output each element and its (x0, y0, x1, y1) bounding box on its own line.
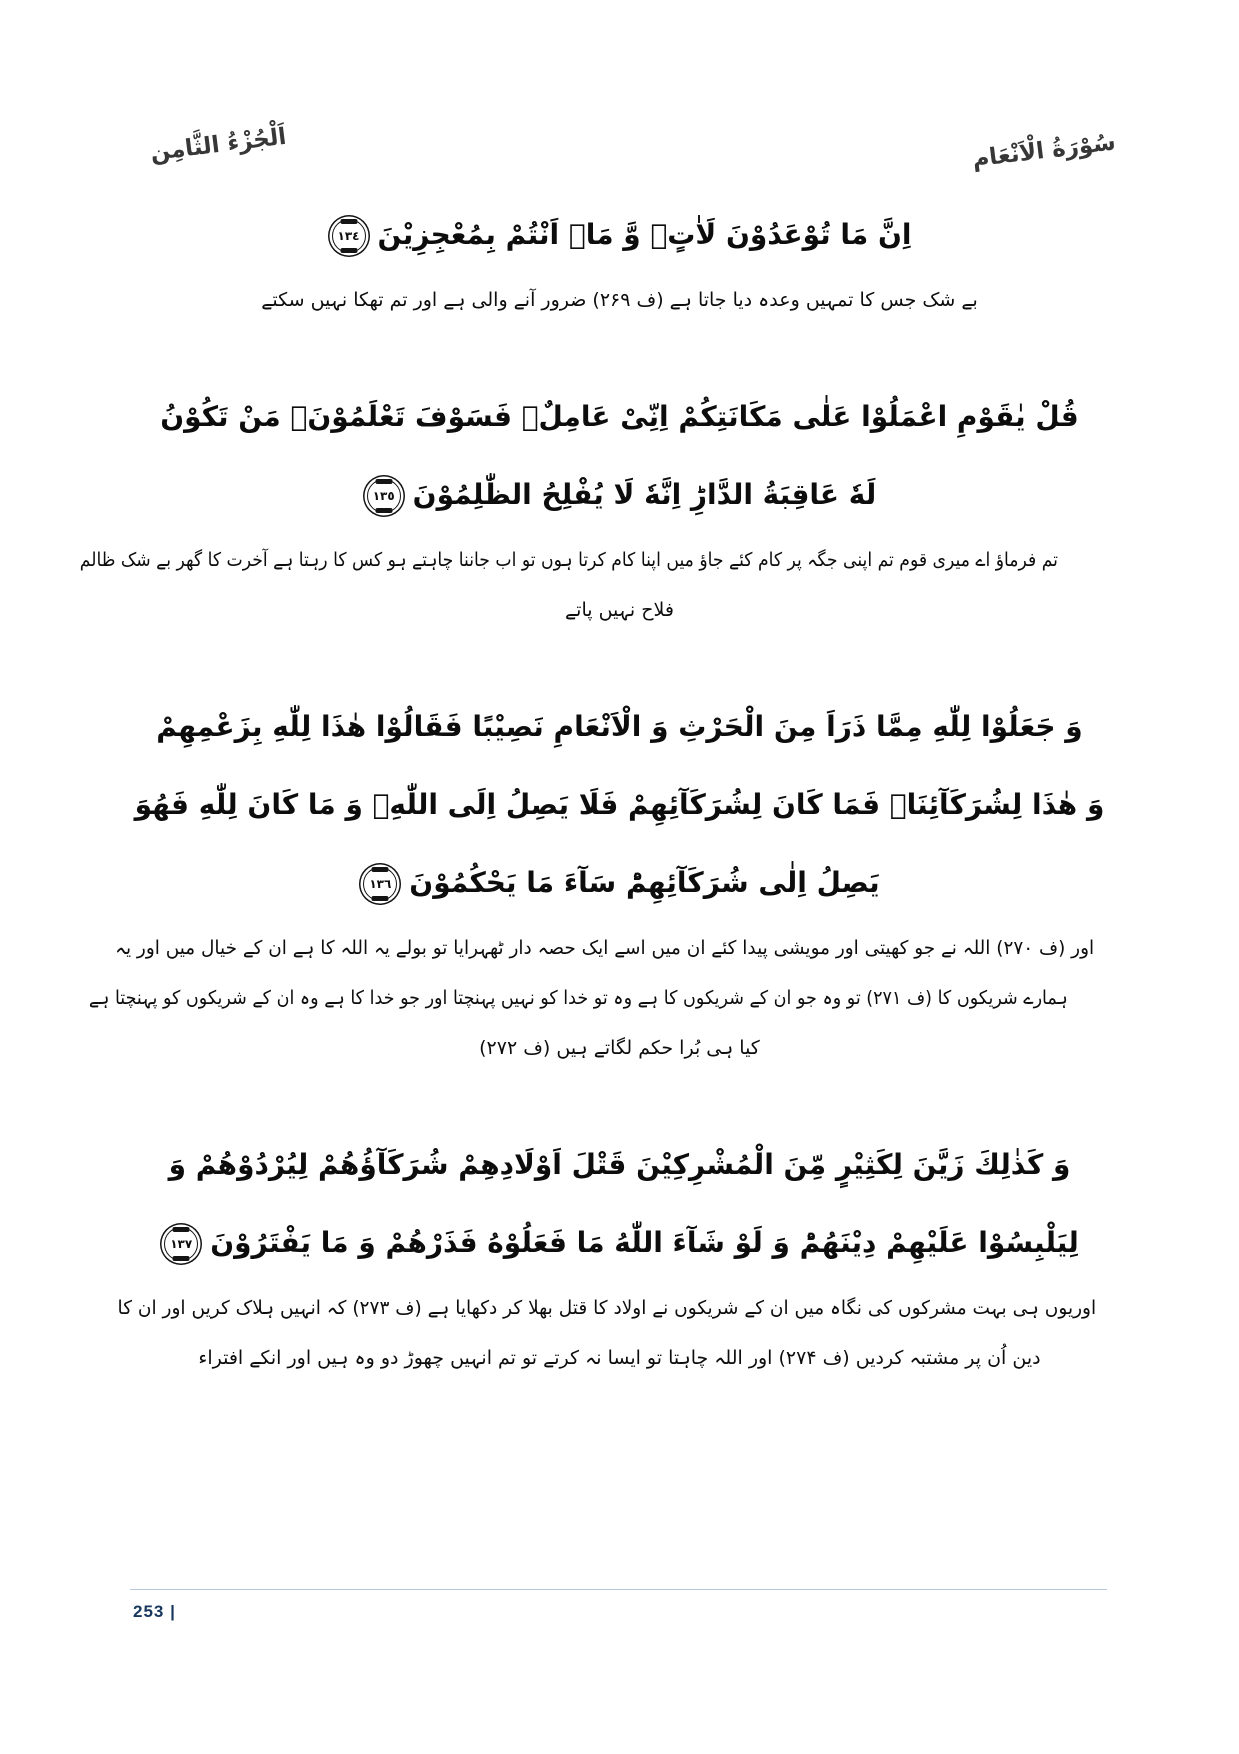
arabic-verse-text: وَ هٰذَا لِشُرَكَآئِنَاۚ فَمَا كَانَ لِشُرَكَآئِهِمْ فَلَا يَصِلُ اِلَى اللّٰهِۚ وَ مَا كَانَ لِلّٰهِ فَهُوَ (134, 788, 1105, 821)
arabic-verse-line (130, 456, 1109, 534)
urdu-translation-line (130, 1334, 1109, 1382)
ayah-number: ١٣٦ (369, 877, 392, 891)
urdu-translation-line (80, 536, 1109, 584)
arabic-verse-line (130, 844, 1109, 922)
arabic-verse-text: يَصِلُ اِلٰى شُرَكَآئِهِمْؕ سَآءَ مَا يَحْكُمُوْنَ ١٣٦ (359, 844, 879, 922)
arabic-verse-line (130, 1204, 1109, 1282)
verse-block (80, 378, 1109, 634)
verse-block (117, 1126, 1109, 1382)
verses-container (80, 196, 1109, 1436)
surah-title-calligraphy: سُوْرَةُ الْاَنْعَام (970, 129, 1118, 173)
page-number (133, 1602, 176, 1622)
juz-title-calligraphy: اَلْجُزْءُ الثَّامِن (148, 123, 288, 167)
arabic-verse-line (130, 1126, 1109, 1204)
urdu-translation-text: ہمارے شریکوں کا (ف ۲۷۱) تو وہ جو ان کے شریکوں کا ہے وہ تو خدا کو نہیں پہنچتا اور جو خدا کا ہے وہ ان کے شریکوں کو پہنچتا ہے (89, 987, 1069, 1009)
urdu-translation-line (117, 1284, 1109, 1332)
arabic-verse-text: لِيَلْبِسُوْا عَلَيْهِمْ دِيْنَهُمْؕ وَ لَوْ شَآءَ اللّٰهُ مَا فَعَلُوْهُ فَذَرْهُمْ وَ مَا يَفْتَرُوْنَ ١٣٧ (160, 1204, 1079, 1282)
arabic-verse-text: قُلْ يٰقَوْمِ اعْمَلُوْا عَلٰى مَكَانَتِكُمْ اِنِّیْ عَامِلٌۚ فَسَوْفَ تَعْلَمُوْنَۙ مَنْ تَكُوْنُ (160, 400, 1079, 433)
footer-divider (130, 1589, 1107, 1590)
arabic-verse-text: اِنَّ مَا تُوْعَدُوْنَ لَاٰتٍۙ وَّ مَاۤ اَنْتُمْ بِمُعْجِزِيْنَ ١٣٤ (328, 196, 912, 274)
urdu-translation-line (130, 586, 1109, 634)
urdu-translation-text: فلاح نہیں پاتے (565, 599, 674, 621)
ayah-number: ١٣٤ (337, 229, 360, 243)
arabic-verse-text: لَهٗ عَاقِبَةُ الدَّارِؕ اِنَّهٗ لَا يُفْلِحُ الظّٰلِمُوْنَ ١٣٥ (363, 456, 877, 534)
urdu-translation-text: بے شک جس کا تمہیں وعدہ دیا جاتا ہے (ف ۲۶۹) ضرور آنے والی ہے اور تم تھکا نہیں سکتے (261, 289, 978, 311)
urdu-translation-line (114, 924, 1109, 972)
arabic-verse-line (130, 196, 1109, 274)
urdu-translation-line (89, 974, 1109, 1022)
arabic-verse-text: وَ جَعَلُوْا لِلّٰهِ مِمَّا ذَرَاَ مِنَ الْحَرْثِ وَ الْاَنْعَامِ نَصِيْبًا فَقَالُوْا هٰذَا لِلّٰهِ بِزَعْمِهِمْ (156, 710, 1083, 743)
urdu-translation-text: اور (ف ۲۷۰) اللہ نے جو کھیتی اور مویشی پیدا کئے ان میں اسے ایک حصہ دار ٹھہرایا تو بولے یہ اللہ کا ہے ان کے خیال میں اور یہ (114, 937, 1094, 959)
ayah-number-medallion (367, 479, 401, 513)
arabic-verse-text: وَ كَذٰلِكَ زَيَّنَ لِكَثِيْرٍ مِّنَ الْمُشْرِكِيْنَ قَتْلَ اَوْلَادِهِمْ شُرَكَآؤُهُمْ لِيُرْدُوْهُمْ وَ (168, 1148, 1071, 1181)
page-number-value: 253 (133, 1602, 165, 1621)
urdu-translation-text: اوریوں ہی بہت مشرکوں کی نگاہ میں ان کے شریکوں نے اولاد کا قتل بھلا کر دکھایا ہے (ف ۲۷۳) کہ انہیں ہلاک کریں اور ان کا (117, 1297, 1097, 1319)
ayah-number-medallion (164, 1227, 198, 1261)
urdu-translation-line (130, 276, 1109, 324)
page-number-separator: | (170, 1602, 176, 1621)
arabic-verse-line (130, 688, 1109, 766)
urdu-translation-line (130, 1024, 1109, 1072)
urdu-translation-text: دین اُن پر مشتبہ کردیں (ف ۲۷۴) اور اللہ چاہتا تو ایسا نہ کرتے تو تم انہیں چھوڑ دو وہ ہیں اور انکے افتراء (198, 1347, 1041, 1369)
verse-block (130, 196, 1109, 324)
ayah-number: ١٣٧ (170, 1237, 193, 1251)
arabic-verse-line (130, 766, 1109, 844)
ayah-number-medallion (332, 219, 366, 253)
urdu-translation-text: کیا ہی بُرا حکم لگاتے ہیں (ف ۲۷۲) (479, 1037, 760, 1059)
arabic-verse-line (130, 378, 1109, 456)
urdu-translation-text: تم فرماؤ اے میری قوم تم اپنی جگہ پر کام کئے جاؤ میں اپنا کام کرتا ہوں تو اب جاننا چاہتے ہو کس کا رہتا ہے آخرت کا گھر بے شک ظالم (80, 549, 1059, 571)
verse-block (89, 688, 1109, 1072)
ayah-number: ١٣٥ (372, 489, 395, 503)
ayah-number-medallion (363, 867, 397, 901)
